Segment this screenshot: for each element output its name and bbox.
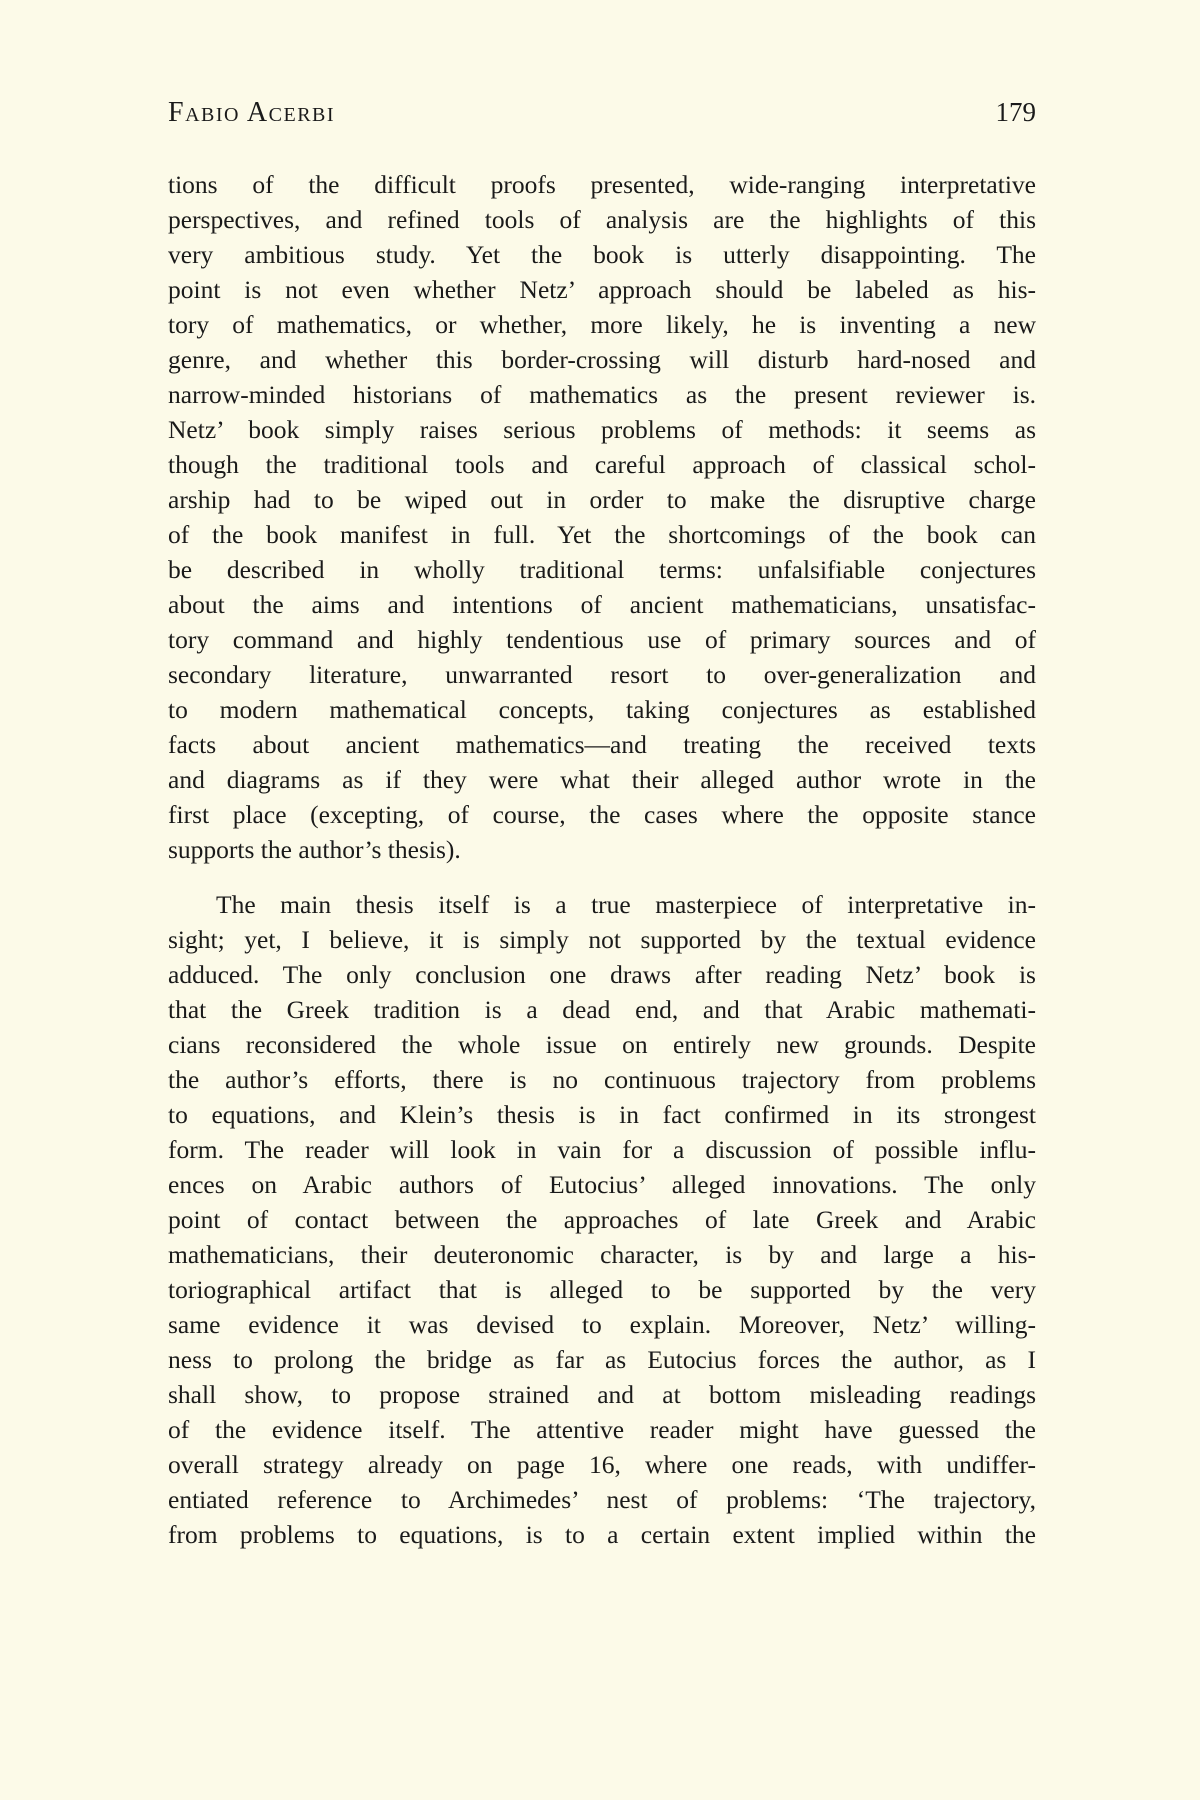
paragraph: [168, 167, 1036, 867]
text-line: narrow-minded historians of mathematics as the present reviewer is.: [168, 380, 1036, 409]
text-line: overall strategy already on page 16, where one reads, with undiffer-: [168, 1450, 1036, 1479]
body-text: [168, 167, 1036, 1552]
text-line: tory command and highly tendentious use of primary sources and of: [168, 625, 1036, 654]
page-number: 179: [995, 97, 1036, 127]
paragraph: [168, 887, 1036, 1552]
text-line: adduced. The only conclusion one draws after reading Netz’ book is: [168, 960, 1036, 989]
text-line: very ambitious study. Yet the book is utterly disappointing. The: [168, 240, 1036, 269]
text-line: sight; yet, I believe, it is simply not supported by the textual evidence: [168, 925, 1036, 954]
text-line: genre, and whether this border-crossing will disturb hard-nosed and: [168, 345, 1036, 374]
text-line: secondary literature, unwarranted resort to over-generalization and: [168, 660, 1036, 689]
text-line: ences on Arabic authors of Eutocius’ alleged innovations. The only: [168, 1170, 1036, 1199]
text-line: facts about ancient mathematics—and treating the received texts: [168, 730, 1036, 759]
text-line: supports the author’s thesis).: [168, 835, 461, 864]
text-line: mathematicians, their deuteronomic character, is by and large a his-: [168, 1240, 1036, 1269]
text-line: and diagrams as if they were what their alleged author wrote in the: [168, 765, 1036, 794]
text-line: to equations, and Klein’s thesis is in fact confirmed in its strongest: [168, 1100, 1036, 1129]
text-line: though the traditional tools and careful approach of classical schol-: [168, 450, 1036, 479]
text-line: same evidence it was devised to explain. Moreover, Netz’ willing-: [168, 1310, 1036, 1339]
text-line: of the evidence itself. The attentive reader might have guessed the: [168, 1415, 1036, 1444]
text-line: that the Greek tradition is a dead end, and that Arabic mathemati-: [168, 995, 1036, 1024]
text-line: The main thesis itself is a true masterpiece of interpretative in-: [216, 890, 1036, 919]
text-line: Netz’ book simply raises serious problems of methods: it seems as: [168, 415, 1036, 444]
text-line: cians reconsidered the whole issue on entirely new grounds. Despite: [168, 1030, 1036, 1059]
text-line: the author’s efforts, there is no continuous trajectory from problems: [168, 1065, 1036, 1094]
text-line: form. The reader will look in vain for a discussion of possible influ-: [168, 1135, 1036, 1164]
text-line: be described in wholly traditional terms: unfalsifiable conjectures: [168, 555, 1036, 584]
text-line: from problems to equations, is to a certain extent implied within the: [168, 1520, 1036, 1549]
text-line: tions of the difficult proofs presented, wide-ranging interpretative: [168, 170, 1036, 199]
text-line: ness to prolong the bridge as far as Eutocius forces the author, as I: [168, 1345, 1036, 1374]
running-head-author: Fabio Acerbi: [168, 97, 336, 128]
text-line: tory of mathematics, or whether, more likely, he is inventing a new: [168, 310, 1036, 339]
text-line: perspectives, and refined tools of analysis are the highlights of this: [168, 205, 1036, 234]
text-line: point is not even whether Netz’ approach should be labeled as his-: [168, 275, 1036, 304]
page-header: [168, 96, 1036, 129]
text-line: of the book manifest in full. Yet the shortcomings of the book can: [168, 520, 1036, 549]
text-line: first place (excepting, of course, the cases where the opposite stance: [168, 800, 1036, 829]
text-line: toriographical artifact that is alleged to be supported by the very: [168, 1275, 1036, 1304]
text-line: about the aims and intentions of ancient mathematicians, unsatisfac-: [168, 590, 1036, 619]
text-line: shall show, to propose strained and at bottom misleading readings: [168, 1380, 1036, 1409]
text-line: point of contact between the approaches of late Greek and Arabic: [168, 1205, 1036, 1234]
text-block: [168, 96, 1036, 1552]
text-line: entiated reference to Archimedes’ nest of problems: ‘The trajectory,: [168, 1485, 1036, 1514]
text-line: to modern mathematical concepts, taking conjectures as established: [168, 695, 1036, 724]
text-line: arship had to be wiped out in order to make the disruptive charge: [168, 485, 1036, 514]
